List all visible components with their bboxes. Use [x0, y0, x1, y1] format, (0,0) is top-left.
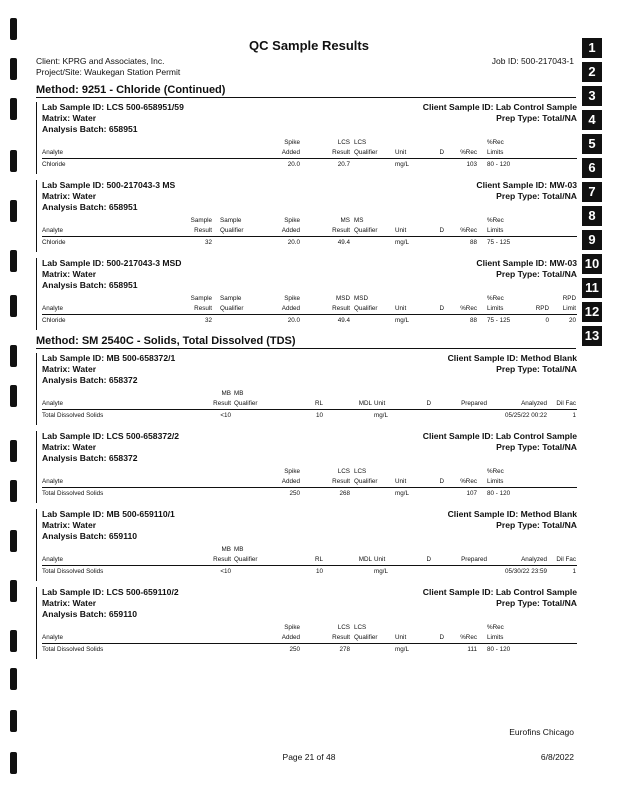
client-name: Client: KPRG and Associates, Inc.: [36, 56, 165, 66]
prep-type: Prep Type: Total/NA: [496, 598, 577, 608]
qc-block: [36, 102, 577, 174]
column-header: D: [439, 478, 444, 485]
column-header: MB: [221, 546, 231, 553]
column-header: Qualifier: [354, 478, 378, 485]
table-cell: 250: [289, 490, 300, 497]
column-header: Prepared: [461, 400, 487, 407]
qc-block: [36, 587, 577, 659]
matrix: Matrix: Water: [42, 191, 97, 201]
table-row: [42, 490, 576, 500]
analysis-batch: Analysis Batch: 659110: [42, 609, 138, 619]
footer-page: Page 21 of 48: [282, 752, 336, 762]
column-header: Result: [332, 149, 350, 156]
column-header: Analyte: [42, 400, 64, 407]
column-header: D: [439, 149, 444, 156]
table-cell: mg/L: [395, 317, 409, 324]
table-cell: mg/L: [395, 490, 409, 497]
column-header: Analyzed: [521, 400, 547, 407]
column-header: Spike: [284, 295, 300, 302]
table-cell: 49.4: [337, 317, 350, 324]
table-cell: 80 - 120: [487, 161, 511, 168]
tab-3[interactable]: 3: [582, 86, 602, 106]
column-header: Qualifier: [234, 556, 258, 563]
margin-bar: [10, 580, 17, 602]
column-header: Analyzed: [521, 556, 547, 563]
table-cell: 278: [339, 646, 350, 653]
column-header: Analyte: [42, 634, 64, 641]
column-header: Dil Fac: [556, 400, 576, 407]
table-cell: 20.0: [287, 317, 300, 324]
table-cell: mg/L: [374, 568, 388, 575]
analysis-batch: Analysis Batch: 658951: [42, 202, 138, 212]
analysis-batch: Analysis Batch: 658951: [42, 124, 138, 134]
table-cell: 0: [545, 317, 549, 324]
margin-bar: [10, 710, 17, 732]
qc-block: [36, 509, 577, 581]
header-rule: [42, 409, 577, 410]
table-row: [42, 239, 576, 249]
table-cell: 111: [467, 646, 477, 653]
table-cell: Total Dissolved Solids: [42, 568, 104, 575]
margin-bar: [10, 530, 17, 552]
margin-bar: [10, 250, 17, 272]
method-heading: Method: SM 2540C - Solids, Total Dissolved (TDS): [36, 335, 576, 349]
column-header: LCS: [354, 139, 367, 146]
column-header: %Rec: [487, 139, 504, 146]
qc-block: [36, 431, 577, 503]
column-header: Sample: [190, 217, 212, 224]
table-cell: Total Dissolved Solids: [42, 490, 104, 497]
header-row: [42, 295, 576, 305]
table-row: [42, 568, 576, 578]
analysis-batch: Analysis Batch: 658372: [42, 453, 138, 463]
client-sample-id: Client Sample ID: Method Blank: [447, 509, 577, 519]
column-header: LCS: [337, 624, 350, 631]
table-cell: 80 - 120: [487, 646, 511, 653]
column-header: D: [439, 634, 444, 641]
client-sample-id: Client Sample ID: MW-03: [476, 180, 577, 190]
column-header: %Rec: [487, 217, 504, 224]
table-cell: 75 - 125: [487, 239, 511, 246]
column-header: Added: [281, 227, 300, 234]
column-header: RPD: [535, 305, 549, 312]
margin-bar: [10, 200, 17, 222]
column-header: Spike: [284, 624, 300, 631]
table-cell: 05/30/22 23:59: [504, 568, 547, 575]
tab-8[interactable]: 8: [582, 206, 602, 226]
column-header: %Rec: [487, 468, 504, 475]
matrix: Matrix: Water: [42, 113, 97, 123]
lab-sample-id: Lab Sample ID: LCS 500-658372/2: [42, 431, 180, 441]
column-header: Added: [281, 149, 300, 156]
table-cell: mg/L: [395, 239, 409, 246]
column-header: LCS: [354, 468, 367, 475]
column-header: D: [426, 556, 431, 563]
table-cell: 10: [315, 568, 323, 575]
method-heading: Method: 9251 - Chloride (Continued): [36, 84, 576, 98]
analysis-batch: Analysis Batch: 658372: [42, 375, 138, 385]
matrix: Matrix: Water: [42, 442, 97, 452]
column-header: %Rec: [460, 227, 477, 234]
column-header: Result: [332, 227, 350, 234]
column-header: Limits: [487, 634, 504, 641]
column-header: Analyte: [42, 149, 64, 156]
table-cell: Chloride: [42, 239, 66, 246]
table-cell: 80 - 120: [487, 490, 511, 497]
table-cell: 250: [289, 646, 300, 653]
column-header: MS: [354, 217, 364, 224]
table-cell: 20: [568, 317, 576, 324]
table-cell: 88: [469, 239, 477, 246]
tab-9[interactable]: 9: [582, 230, 602, 250]
column-header: Result: [194, 305, 212, 312]
header-rule: [42, 565, 577, 566]
tab-10[interactable]: 10: [582, 254, 602, 274]
column-header: Spike: [284, 139, 300, 146]
project-site: Project/Site: Waukegan Station Permit: [36, 67, 181, 77]
header-rule: [42, 236, 577, 237]
column-header: Unit: [374, 556, 386, 563]
prep-type: Prep Type: Total/NA: [496, 442, 577, 452]
tab-4[interactable]: 4: [582, 110, 602, 130]
client-sample-id: Client Sample ID: Method Blank: [447, 353, 577, 363]
tab-13[interactable]: 13: [582, 326, 602, 346]
page-title: QC Sample Results: [249, 38, 369, 53]
column-header: LCS: [337, 468, 350, 475]
table-cell: 10: [315, 412, 323, 419]
column-header: Limit: [562, 305, 576, 312]
column-header: Sample: [220, 217, 242, 224]
column-header: Limits: [487, 227, 504, 234]
column-header: RPD: [562, 295, 576, 302]
table-cell: 1: [572, 412, 576, 419]
table-cell: 268: [339, 490, 350, 497]
table-row: [42, 161, 576, 171]
header-rule: [42, 643, 577, 644]
column-header: Unit: [374, 400, 386, 407]
margin-bar: [10, 150, 17, 172]
table-cell: 107: [466, 490, 477, 497]
tab-11[interactable]: 11: [582, 278, 602, 298]
table-cell: Chloride: [42, 317, 66, 324]
column-header: MSD: [354, 295, 368, 302]
footer-date: 6/8/2022: [540, 752, 574, 762]
column-header: Sample: [190, 295, 212, 302]
lab-sample-id: Lab Sample ID: 500-217043-3 MS: [42, 180, 176, 190]
column-header: Unit: [395, 149, 407, 156]
table-cell: mg/L: [395, 646, 409, 653]
column-header: %Rec: [460, 305, 477, 312]
table-cell: 32: [204, 317, 212, 324]
prep-type: Prep Type: Total/NA: [496, 113, 577, 123]
column-header: Result: [332, 634, 350, 641]
column-header: Unit: [395, 305, 407, 312]
column-header: MB: [234, 390, 244, 397]
margin-bar: [10, 345, 17, 367]
column-header: RL: [314, 556, 323, 563]
table-row: [42, 317, 576, 327]
column-header: Added: [281, 305, 300, 312]
column-header: Added: [281, 634, 300, 641]
footer-lab: Eurofins Chicago: [509, 727, 574, 737]
tab-5[interactable]: 5: [582, 134, 602, 154]
column-header: MDL: [358, 400, 372, 407]
table-cell: 88: [469, 317, 477, 324]
analysis-batch: Analysis Batch: 658951: [42, 280, 138, 290]
column-header: D: [426, 400, 431, 407]
lab-sample-id: Lab Sample ID: LCS 500-659110/2: [42, 587, 179, 597]
header-row: [42, 139, 576, 149]
margin-bar: [10, 18, 17, 40]
lab-sample-id: Lab Sample ID: MB 500-659110/1: [42, 509, 175, 519]
column-header: Prepared: [461, 556, 487, 563]
column-header: %Rec: [460, 149, 477, 156]
column-header: Result: [213, 556, 231, 563]
column-header: MB: [234, 546, 244, 553]
table-row: [42, 646, 576, 656]
column-header: D: [439, 305, 444, 312]
header-row: [42, 624, 576, 634]
table-cell: Total Dissolved Solids: [42, 412, 104, 419]
column-header: Qualifier: [354, 149, 378, 156]
column-header: MB: [221, 390, 231, 397]
column-header: Result: [213, 400, 231, 407]
table-cell: 103: [466, 161, 477, 168]
tab-7[interactable]: 7: [582, 182, 602, 202]
column-header: Limits: [487, 478, 504, 485]
header-rule: [42, 314, 577, 315]
column-header: Qualifier: [354, 227, 378, 234]
column-header: MDL: [358, 556, 372, 563]
qc-block: [36, 258, 577, 330]
matrix: Matrix: Water: [42, 520, 97, 530]
column-header: Analyte: [42, 305, 64, 312]
column-header: %Rec: [487, 295, 504, 302]
table-cell: Total Dissolved Solids: [42, 646, 104, 653]
header-row: [42, 468, 576, 478]
prep-type: Prep Type: Total/NA: [496, 520, 577, 530]
qc-block: [36, 353, 577, 425]
column-header: Spike: [284, 217, 300, 224]
margin-bar: [10, 295, 17, 317]
column-header: Limits: [487, 149, 504, 156]
margin-bar: [10, 385, 17, 407]
column-header: Unit: [395, 634, 407, 641]
column-header: Result: [194, 227, 212, 234]
column-header: Analyte: [42, 478, 64, 485]
column-header: RL: [314, 400, 323, 407]
header-rule: [42, 158, 577, 159]
prep-type: Prep Type: Total/NA: [496, 191, 577, 201]
header-row: [42, 217, 576, 227]
tab-12[interactable]: 12: [582, 302, 602, 322]
column-header: Qualifier: [220, 305, 244, 312]
margin-bar: [10, 440, 17, 462]
tab-6[interactable]: 6: [582, 158, 602, 178]
header-row: [42, 546, 576, 556]
table-cell: 32: [204, 239, 212, 246]
column-header: LCS: [337, 139, 350, 146]
column-header: Analyte: [42, 556, 64, 563]
client-sample-id: Client Sample ID: Lab Control Sample: [422, 431, 577, 441]
tab-2[interactable]: 2: [582, 62, 602, 82]
column-header: Limits: [487, 305, 504, 312]
matrix: Matrix: Water: [42, 364, 97, 374]
column-header: %Rec: [460, 634, 477, 641]
column-header: Qualifier: [234, 400, 258, 407]
lab-sample-id: Lab Sample ID: MB 500-658372/1: [42, 353, 176, 363]
lab-sample-id: Lab Sample ID: LCS 500-658951/59: [42, 102, 184, 112]
header-row: [42, 390, 576, 400]
prep-type: Prep Type: Total/NA: [496, 269, 577, 279]
qc-block: [36, 180, 577, 252]
table-cell: 75 - 125: [487, 317, 511, 324]
table-cell: Chloride: [42, 161, 66, 168]
column-header: Unit: [395, 478, 407, 485]
tab-1[interactable]: 1: [582, 38, 602, 58]
job-id: Job ID: 500-217043-1: [491, 56, 574, 66]
margin-bar: [10, 98, 17, 120]
matrix: Matrix: Water: [42, 269, 97, 279]
analysis-batch: Analysis Batch: 659110: [42, 531, 138, 541]
table-cell: <10: [220, 568, 231, 575]
prep-type: Prep Type: Total/NA: [496, 364, 577, 374]
table-cell: 49.4: [337, 239, 350, 246]
table-cell: <10: [220, 412, 231, 419]
table-cell: 20.7: [337, 161, 350, 168]
table-cell: 20.0: [287, 239, 300, 246]
table-cell: mg/L: [374, 412, 388, 419]
client-sample-id: Client Sample ID: MW-03: [476, 258, 577, 268]
column-header: Sample: [220, 295, 242, 302]
column-header: Qualifier: [354, 305, 378, 312]
table-cell: 05/25/22 00:22: [504, 412, 547, 419]
margin-bar: [10, 668, 17, 690]
client-sample-id: Client Sample ID: Lab Control Sample: [422, 102, 577, 112]
column-header: Qualifier: [220, 227, 244, 234]
margin-bar: [10, 630, 17, 652]
table-cell: 20.0: [287, 161, 300, 168]
column-header: LCS: [354, 624, 367, 631]
column-header: Qualifier: [354, 634, 378, 641]
lab-sample-id: Lab Sample ID: 500-217043-3 MSD: [42, 258, 182, 268]
column-header: Dil Fac: [556, 556, 576, 563]
table-cell: 1: [572, 568, 576, 575]
margin-bar: [10, 480, 17, 502]
matrix: Matrix: Water: [42, 598, 97, 608]
column-header: Added: [281, 478, 300, 485]
table-cell: mg/L: [395, 161, 409, 168]
margin-bar: [10, 58, 17, 80]
column-header: Result: [332, 478, 350, 485]
column-header: MS: [340, 217, 350, 224]
column-header: %Rec: [487, 624, 504, 631]
column-header: Analyte: [42, 227, 64, 234]
column-header: Spike: [284, 468, 300, 475]
column-header: %Rec: [460, 478, 477, 485]
column-header: Unit: [395, 227, 407, 234]
header-rule: [42, 487, 577, 488]
column-header: Result: [332, 305, 350, 312]
column-header: MSD: [336, 295, 350, 302]
column-header: D: [439, 227, 444, 234]
client-sample-id: Client Sample ID: Lab Control Sample: [422, 587, 577, 597]
table-row: [42, 412, 576, 422]
